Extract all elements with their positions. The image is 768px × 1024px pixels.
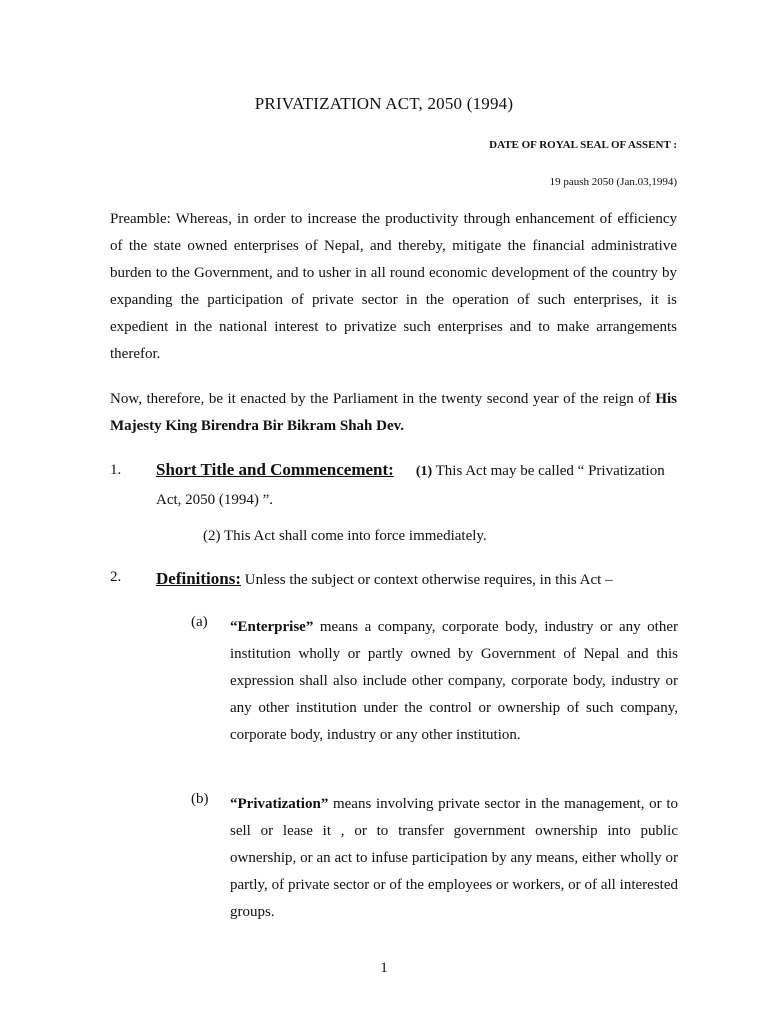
preamble-paragraph: Preamble: Whereas, in order to increase the productivity through enhancement of efficiency of the state owned enterprises of Nepal, and thereby, mitigate the financial administrative burden to the Government, and to usher in all round economic development of the country by expanding the participation of private sector in the operation of such enterprises, it is expedient in the national interest to privatize such enterprises and to make arrangements therefor. (110, 211, 677, 362)
section-2-heading: Definitions: (156, 569, 241, 588)
section-2-number: 2. (110, 569, 122, 585)
clause-a-term: “Enterprise” (230, 619, 314, 635)
assent-label: DATE OF ROYAL SEAL OF ASSENT : (489, 139, 677, 151)
section-2 (110, 569, 677, 586)
section-1-sub1-label: (1) (415, 464, 433, 479)
section-1-body (156, 456, 677, 514)
section-2-intro: Unless the subject or context otherwise requires, in this Act – (241, 572, 613, 588)
section-1-heading: Short Title and Commencement: (156, 460, 394, 479)
clause-b-term: “Privatization” (230, 796, 329, 812)
enactment-text: Now, therefore, be it enacted by the Parliament in the twenty second year of the reign of (110, 391, 656, 407)
document-title: PRIVATIZATION ACT, 2050 (1994) (254, 94, 514, 113)
section-2-body (156, 569, 677, 589)
section-1-sub2: (2) This Act shall come into force immediately. (203, 528, 487, 544)
section-1 (110, 456, 677, 508)
section-1-number: 1. (110, 462, 122, 478)
clause-a-text (230, 614, 678, 749)
assent-date: 19 paush 2050 (Jan.03,1994) (549, 176, 677, 188)
page-number: 1 (380, 960, 388, 976)
clause-a-label: (a) (191, 614, 208, 630)
section-1-sub1-text: This Act may be called “ Privatization Act, 2050 (1994) ”. (156, 463, 665, 508)
enactment-king: His Majesty King Birendra Bir Bikram Shah Dev. (110, 391, 677, 434)
clause-b-label: (b) (191, 791, 209, 807)
clause-b-definition: means involving private sector in the management, or to sell or lease it , or to transfer government ownership into public ownership, or an act to infuse participation by any means, either wholly or partly, of private sector or of the employees or workers, or of all interested groups. (230, 796, 678, 920)
clause-a-definition: means a company, corporate body, industry or any other institution wholly or partly owned by Government of Nepal and this expression shall also include other company, corporate body, industry or any other institution under the control or ownership of such company, corporate body, industry or any other institution. (230, 619, 678, 743)
clause-b-text (230, 791, 678, 926)
enactment-paragraph (110, 386, 677, 440)
